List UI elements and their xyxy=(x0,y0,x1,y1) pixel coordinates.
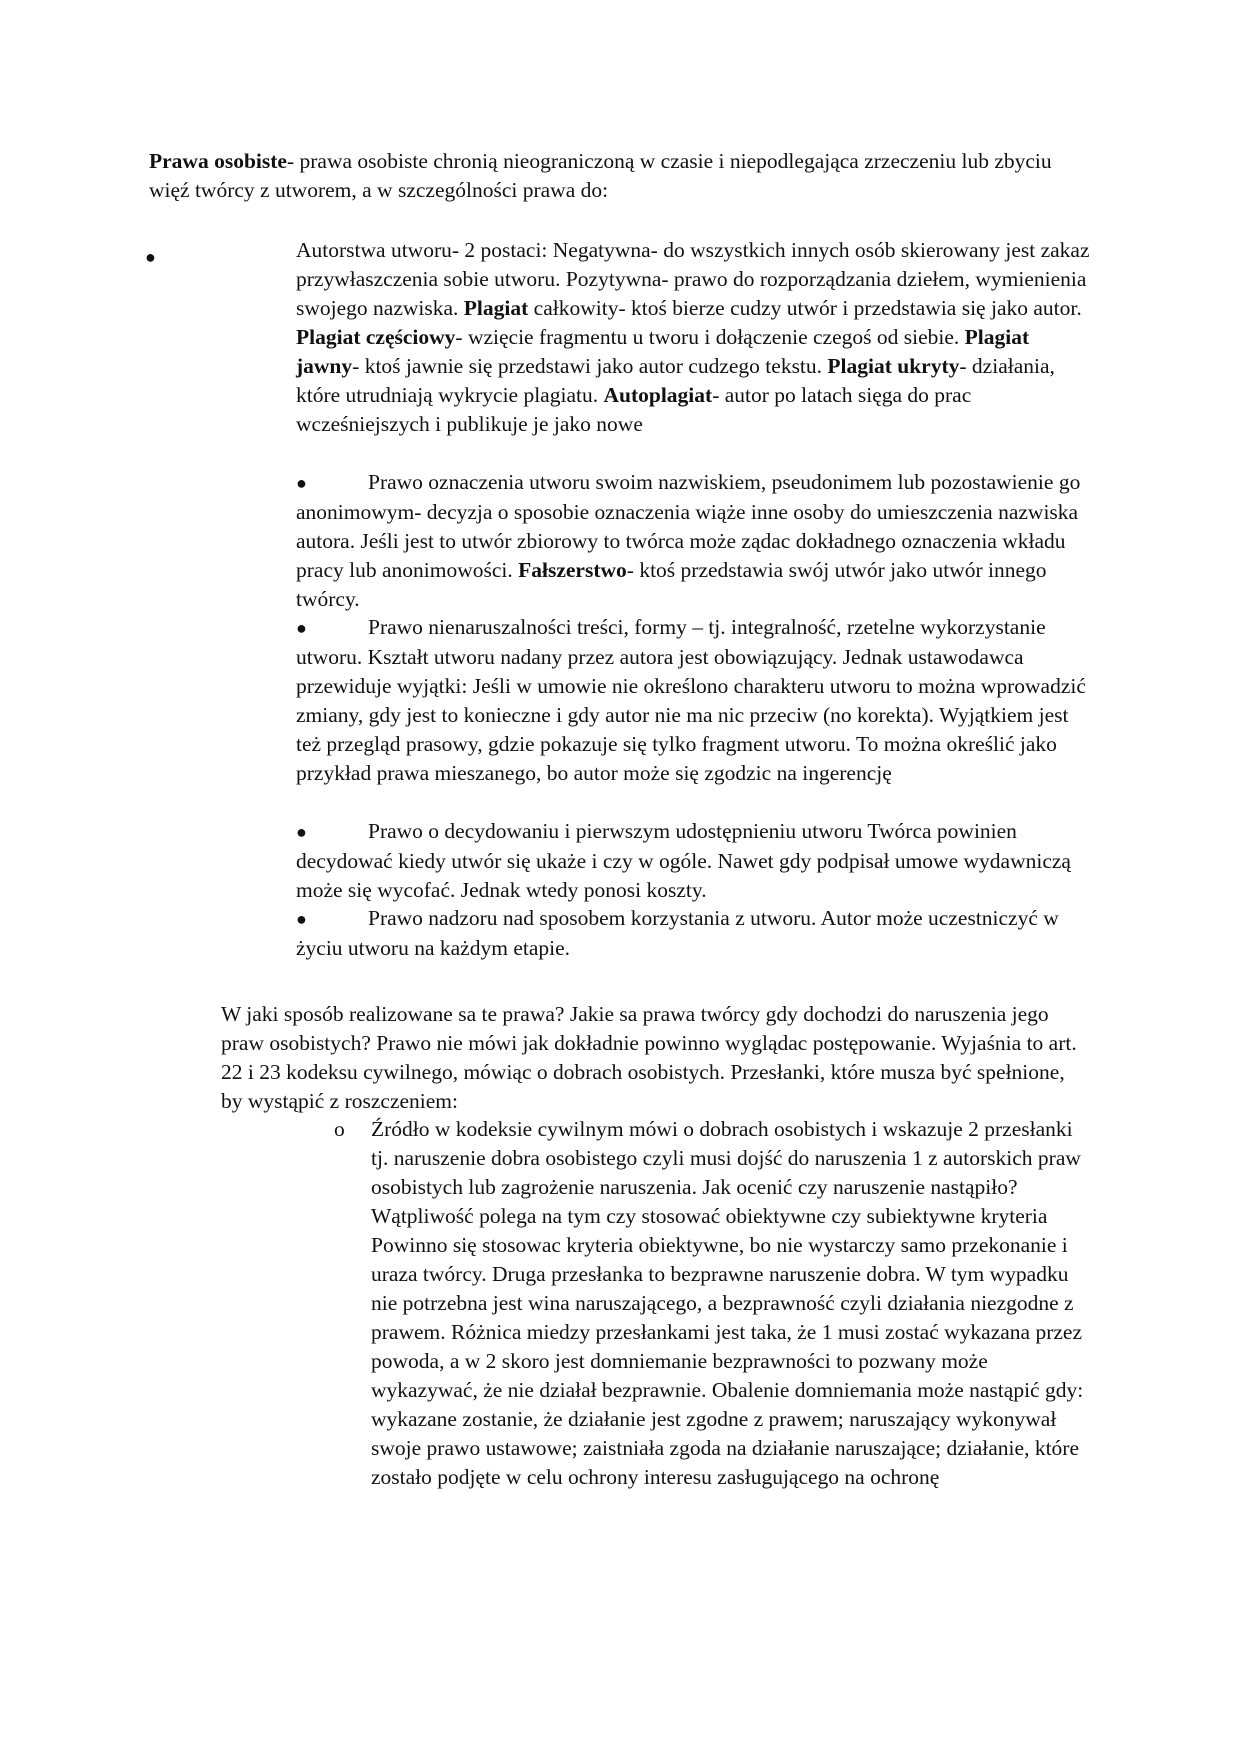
circle-list-item: Źródło w kodeksie cywilnym mówi o dobrach osobistych i wskazuje 2 przesłanki tj. naruszenie dobra osobistego czyli musi dojść do naruszenia 1 z autorskich praw osobistych lub zagrożenie naruszenia. Jak ocenić czy naruszenie nastąpiło? Wątpliwość polega na tym czy stosować obiektywne czy subiektywne kryteria Powinno się stosowac kryteria obiektywne, bo nie wystarczy samo przekonanie i uraza twórcy. Druga przesłanka to bezprawne naruszenie dobra. W tym wypadku nie potrzebna jest wina naruszającego, a bezprawność czyli działania niezgodne z prawem. Różnica miedzy przesłankami jest taka, że 1 musi zostać wykazana przez powoda, a w 2 skoro jest domniemanie bezprawności to pozwany może wykazywać, że nie działał bezprawnie. Obalenie domniemania może nastąpić gdy: wykazane zostanie, że działanie jest zgodne z prawem; naruszający wykonywał swoje prawo ustawowe; zaistniała zgoda na działanie naruszające; działanie, które zostało podjęte w celu ochrony interesu zasługującego na ochronę xyxy=(371,1117,1084,1489)
list-item-integrity xyxy=(296,613,1096,788)
item-text: Prawo oznaczenia utworu swoim nazwiskiem, pseudonimem lub pozostawienie go anonimowym- decyzja o sposobie oznaczenia wiąże inne osoby do umieszczenia nazwiska autora. Jeśli jest to utwór zbiorowy to twórca może ządac dokładnego oznaczenia wkładu pracy lub anonimowości. xyxy=(296,470,1081,582)
list-item-authorship xyxy=(296,236,1096,439)
term-autoplagiat: Autoplagiat xyxy=(603,383,713,407)
term-plagiat-jawny: Plagiat jawny xyxy=(296,325,1030,378)
item-text: - wzięcie fragmentu u tworu i dołączenie czegoś od siebie. xyxy=(455,325,965,349)
bullet-icon: ● xyxy=(296,822,307,842)
bullet-icon: ● xyxy=(296,473,307,493)
term-plagiat: Plagiat xyxy=(463,296,529,320)
item-text: Prawo nienaruszalności treści, formy – tj. integralność, rzetelne wykorzystanie utworu. Kształt utworu nadany przez autora jest obowiązujący. Jednak ustawodawca przewiduje wyjątki: Jeśli w umowie nie określono charakteru utworu to można wprowadzić zmiany, gdy jest to konieczne i gdy autor nie ma nic przeciw (no korekta). Wyjątkiem jest też przegląd prasowy, gdzie pokazuje się tylko fragment utworu. To można określić jako przykład prawa mieszanego, bo autor może się zgodzic na ingerencję xyxy=(296,615,1086,785)
term-falszerstwo: Fałszerstwo xyxy=(518,558,627,582)
bullet-icon: ● xyxy=(296,909,307,929)
item-text: - autor po latach sięga do prac wcześniejszych i publikuje je jako nowe xyxy=(296,383,972,436)
bullet-icon: ● xyxy=(145,247,156,267)
item-text: Prawo nadzoru nad sposobem korzystania z utworu. Autor może uczestniczyć w życiu utworu na każdym etapie. xyxy=(296,906,1059,960)
item-text: Autorstwa utworu- 2 postaci: Negatywna- do wszystkich innych osób skierowany jest zakaz przywłaszczenia sobie utworu. Pozytywna- prawo do rozporządzania dziełem, wymienienia swojego nazwiska. xyxy=(296,238,1090,320)
term-plagiat-czesciowy: Plagiat częściowy xyxy=(296,325,456,349)
intro-term: Prawa osobiste xyxy=(149,149,287,173)
item-text: - ktoś jawnie się przedstawi jako autor cudzego tekstu. xyxy=(352,354,828,378)
circle-bullet-icon: o xyxy=(334,1117,345,1141)
item-text: - ktoś przedstawia swój utwór jako utwór innego twórcy. xyxy=(296,558,1047,611)
intro-paragraph xyxy=(149,147,1094,205)
item-text: całkowity- ktoś bierze cudzy utwór i przedstawia się jako autor. xyxy=(528,296,1082,320)
list-item-supervision xyxy=(296,904,1096,963)
item-text: - działania, które utrudniają wykrycie plagiatu. xyxy=(296,354,1055,407)
bullet-icon: ● xyxy=(296,618,307,638)
item-text: Prawo o decydowaniu i pierwszym udostępnieniu utworu Twórca powinien decydować kiedy utwór się ukaże i czy w ogóle. Nawet gdy podpisał umowe wydawniczą może się wycofać. Jednak wtedy ponosi koszty. xyxy=(296,819,1071,902)
question-paragraph: W jaki sposób realizowane sa te prawa? Jakie sa prawa twórcy gdy dochodzi do naruszenia jego praw osobistych? Prawo nie mówi jak dokładnie powinno wyglądac postępowanie. Wyjaśnia to art. 22 i 23 kodeksu cywilnego, mówiąc o dobrach osobistych. Przesłanki, które musza być spełnione, by wystąpić z roszczeniem: xyxy=(221,1002,1077,1113)
term-plagiat-ukryty: Plagiat ukryty xyxy=(827,354,960,378)
list-item-naming xyxy=(296,468,1096,614)
list-item-disclosure xyxy=(296,817,1096,905)
intro-text: - prawa osobiste chronią nieograniczoną w czasie i niepodlegająca zrzeczeniu lub zbyciu więź twórcy z utworem, a w szczególności prawa do: xyxy=(149,149,1052,202)
